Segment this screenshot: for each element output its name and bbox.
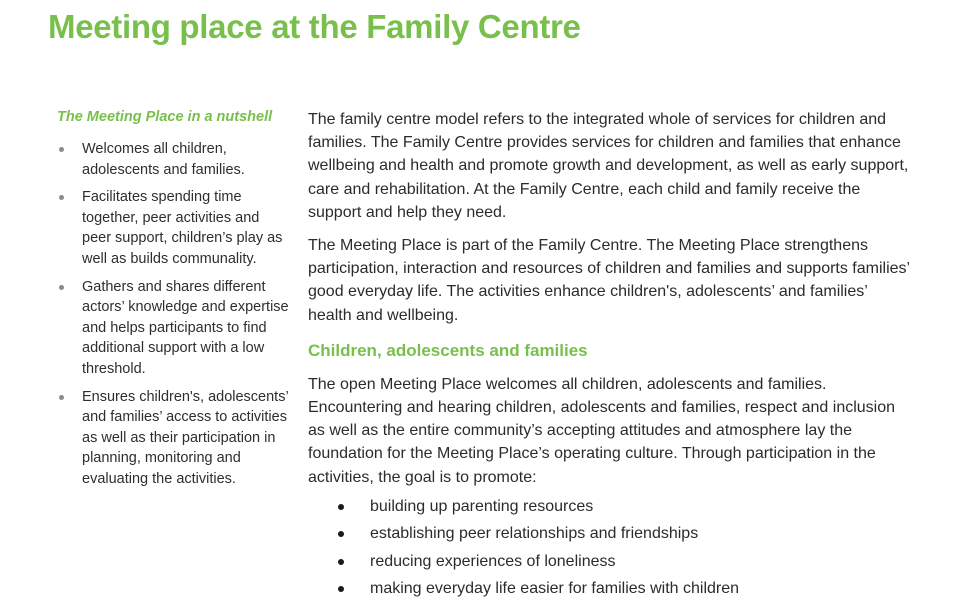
goal-text: establishing peer relationships and friendships <box>370 525 699 543</box>
list-item <box>57 387 292 490</box>
bullet-icon <box>59 395 64 400</box>
nutshell-sidebar <box>57 109 292 497</box>
goal-item <box>336 520 914 548</box>
sidebar-title: The Meeting Place in a nutshell <box>57 109 273 125</box>
bullet-icon <box>338 586 344 592</box>
list-item-text: Gathers and shares different actors’ knowledge and expertise and helps participants to find additional support with a low threshold. <box>82 278 289 377</box>
page-title: Meeting place at the Family Centre <box>48 8 581 45</box>
bullet-icon <box>59 285 64 290</box>
goal-text: making everyday life easier for families with children <box>370 580 740 598</box>
meeting-place-paragraph: The Meeting Place is part of the Family Centre. The Meeting Place strengthens participation, interaction and resources of children and families and supports families’ good everyday life. The activities enhance children's, adolescents’ and families’ health and wellbeing. <box>308 237 910 324</box>
intro-paragraph: The family centre model refers to the integrated whole of services for children and families. The Family Centre provides services for children and families that enhance wellbeing and health and promote growth and development, as well as early support, care and rehabilitation. At the Family Centre, each child and family receive the support and help they need. <box>308 111 909 221</box>
bullet-icon <box>338 559 344 565</box>
list-item <box>57 187 292 269</box>
list-item <box>57 139 292 180</box>
goal-text: building up parenting resources <box>370 497 594 515</box>
goal-item <box>336 493 914 521</box>
bullet-icon <box>59 147 64 152</box>
bullet-icon <box>59 195 64 200</box>
list-item-text: Facilitates spending time together, peer activities and peer support, children’s play as well as builds communality. <box>82 189 283 267</box>
list-item <box>57 277 292 380</box>
bullet-icon <box>338 531 344 537</box>
list-item-text: Ensures children's, adolescents’ and families’ access to activities as well as their participation in planning, monitoring and evaluating the activities. <box>82 388 289 487</box>
goal-item <box>336 575 914 603</box>
list-item-text: Welcomes all children, adolescents and families. <box>82 141 245 178</box>
nutshell-list <box>57 139 292 490</box>
bullet-icon <box>338 504 344 510</box>
main-content <box>308 108 914 603</box>
goal-text: reducing experiences of loneliness <box>370 552 616 570</box>
goals-list <box>308 493 914 603</box>
goal-item <box>336 548 914 576</box>
section-paragraph: The open Meeting Place welcomes all children, adolescents and families. Encountering and hearing children, adolescents and families, respect and inclusion as well as the entire community’s accepting attitudes and atmosphere lay the foundation for the Meeting Place’s operating culture. Through participation in the activities, the goal is to promote: <box>308 375 896 486</box>
section-heading: Children, adolescents and families <box>308 340 588 360</box>
